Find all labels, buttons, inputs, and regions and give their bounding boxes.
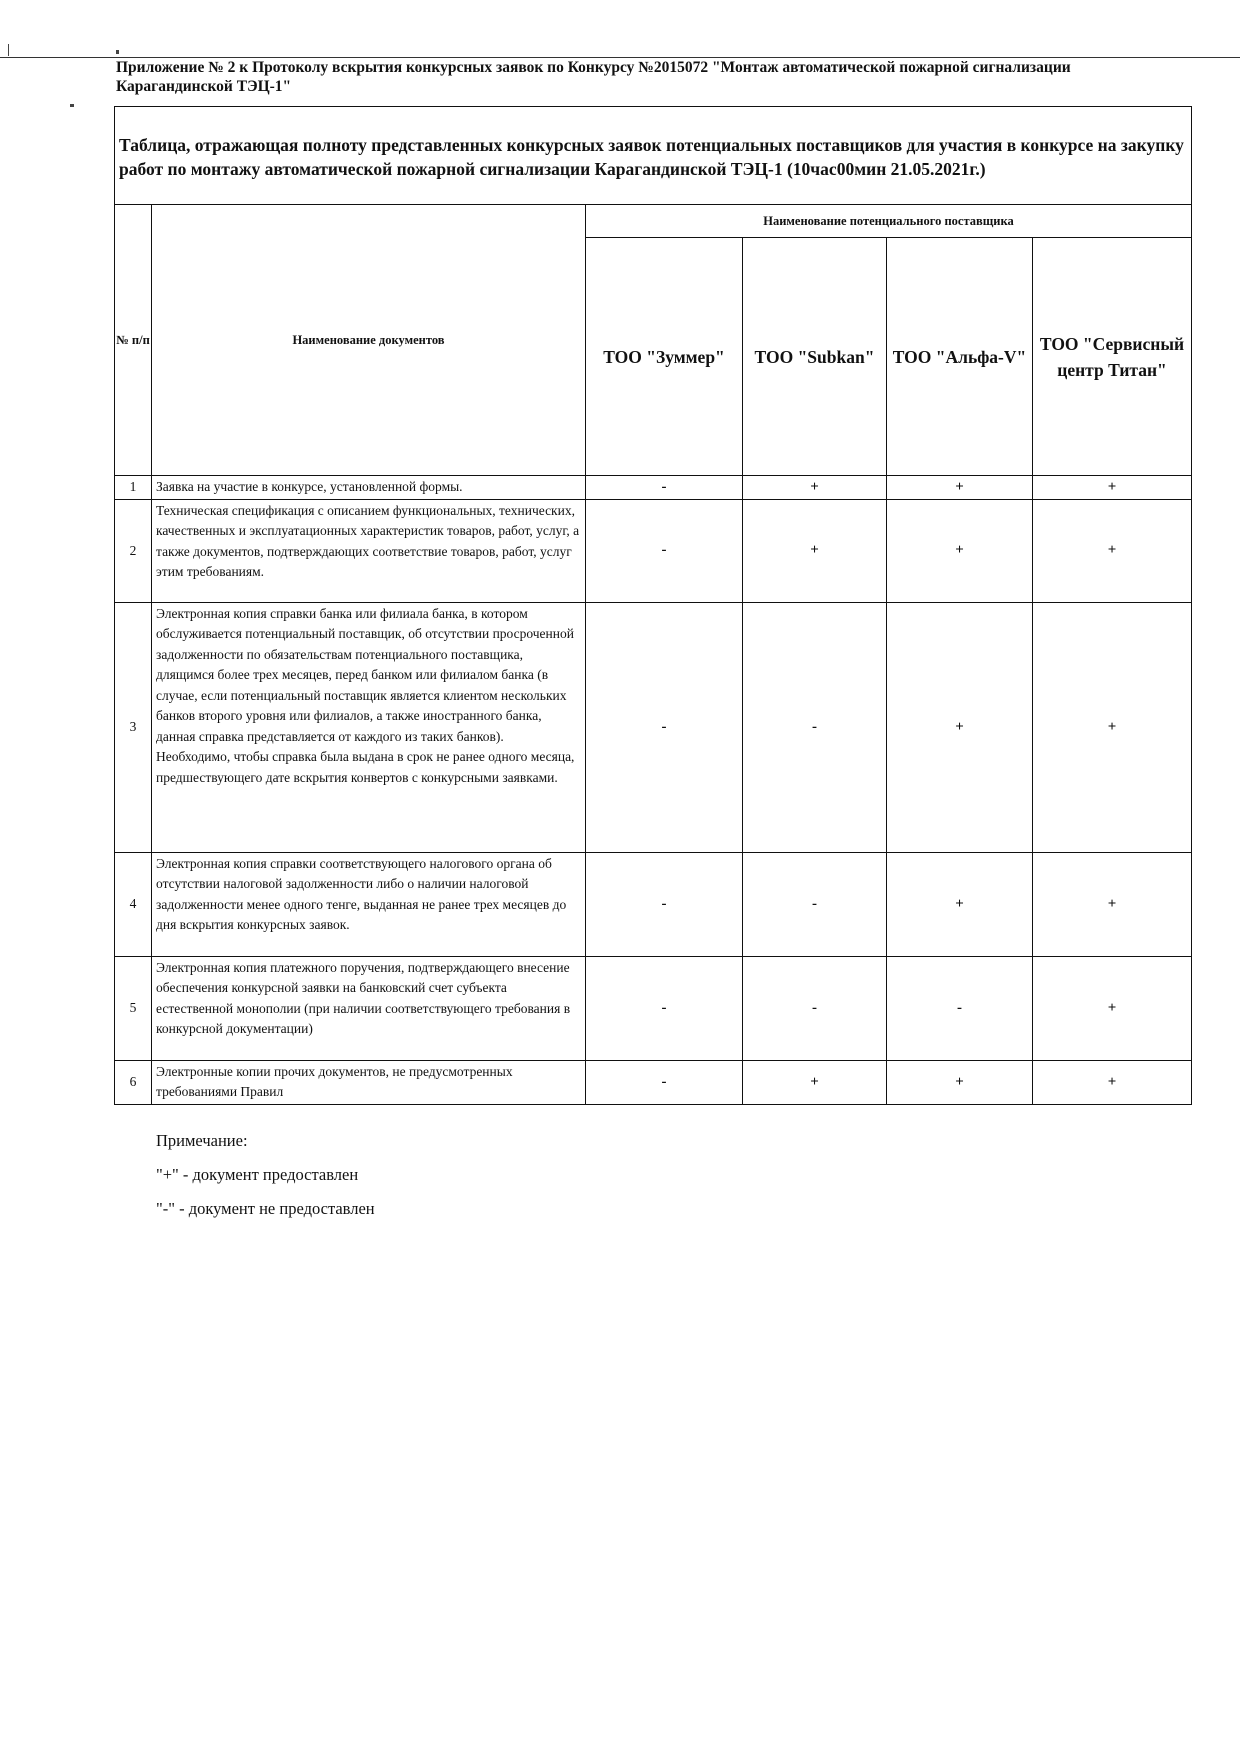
row-mark: + (887, 602, 1033, 852)
notes-heading: Примечание: (156, 1131, 248, 1150)
row-mark: + (1033, 499, 1192, 602)
header-note: Приложение № 2 к Протоколу вскрытия конкурсных заявок по Конкурсу №2015072 "Монтаж автоматической пожарной сигнализации Карагандинской ТЭЦ-1" (116, 59, 1071, 95)
row-mark: + (1033, 956, 1192, 1060)
scan-artifact (116, 50, 119, 54)
supplier-header: ТОО "Зуммер" (586, 238, 743, 476)
table-row (115, 1060, 1192, 1104)
row-number: 2 (115, 499, 152, 602)
row-mark: - (743, 602, 887, 852)
row-document: Электронная копия справки соответствующего налогового органа об отсутствии налоговой задолженности либо о наличии налоговой задолженности менее одного тенге, выданная не ранее трех месяцев до дня вскрытия конкурсных заявок. (152, 852, 586, 956)
row-number: 3 (115, 602, 152, 852)
table-row (115, 499, 1192, 602)
notes-block (156, 1124, 375, 1226)
table-title: Таблица, отражающая полноту представленных конкурсных заявок потенциальных поставщиков для участия в конкурсе на закупку работ по монтажу автоматической пожарной сигнализации Карагандинской ТЭЦ-1 (10час00мин 21.05.2021г.) (115, 107, 1192, 205)
table-row (115, 956, 1192, 1060)
table-row (115, 852, 1192, 956)
row-mark: + (743, 499, 887, 602)
row-mark: - (586, 476, 743, 500)
row-document: Заявка на участие в конкурсе, установленной формы. (152, 476, 586, 500)
row-mark: + (743, 476, 887, 500)
table-row (115, 602, 1192, 852)
row-mark: - (743, 852, 887, 956)
row-mark: + (887, 1060, 1033, 1104)
row-document: Электронная копия справки банка или филиала банка, в котором обслуживается потенциальный поставщик, об отсутствии просроченной задолженности по обязательствам потенциального поставщика, длящимся более трех месяцев, перед банком или филиалом банка (в случае, если потенциальный поставщик является клиентом нескольких банков второго уровня или филиалов, а также иностранного банка, данная справка представляется от каждого из таких банков). Необходимо, чтобы справка была выдана в срок не ранее одного месяца, предшествующего дате вскрытия конвертов с конкурсными заявками. (152, 602, 586, 852)
submissions-table (114, 106, 1192, 1105)
supplier-group-header: Наименование потенциального поставщика (586, 205, 1192, 238)
row-mark: - (586, 956, 743, 1060)
row-mark: + (1033, 476, 1192, 500)
row-mark: - (743, 956, 887, 1060)
table-row (115, 476, 1192, 500)
row-number: 5 (115, 956, 152, 1060)
row-mark: + (887, 499, 1033, 602)
supplier-header: ТОО "Сервисный центр Титан" (1033, 238, 1192, 476)
row-mark: - (586, 852, 743, 956)
row-mark: - (887, 956, 1033, 1060)
row-mark: - (586, 499, 743, 602)
documents-column-header: Наименование документов (152, 205, 586, 476)
row-mark: + (1033, 852, 1192, 956)
row-document: Электронные копии прочих документов, не предусмотренных требованиями Правил (152, 1060, 586, 1104)
number-column-header: № п/п (115, 205, 152, 476)
note-plus: "+" - документ предоставлен (156, 1165, 359, 1184)
row-number: 1 (115, 476, 152, 500)
scan-artifact (8, 44, 9, 56)
row-mark: + (887, 852, 1033, 956)
supplier-header: ТОО "Subkan" (743, 238, 887, 476)
row-mark: + (1033, 602, 1192, 852)
row-document: Электронная копия платежного поручения, подтверждающего внесение обеспечения конкурсной заявки на банковский счет субъекта естественной монополии (при наличии соответствующего требования в конкурсной документации) (152, 956, 586, 1060)
note-minus: "-" - документ не предоставлен (156, 1199, 375, 1218)
scan-artifact (70, 104, 74, 107)
row-mark: - (586, 602, 743, 852)
row-mark: + (1033, 1060, 1192, 1104)
row-mark: + (887, 476, 1033, 500)
row-number: 6 (115, 1060, 152, 1104)
row-mark: + (743, 1060, 887, 1104)
row-document: Техническая спецификация с описанием функциональных, технических, качественных и эксплуатационных характеристик товаров, работ, услуг, а также документов, подтверждающих соответствие товаров, работ, услуг этим требованиям. (152, 499, 586, 602)
row-number: 4 (115, 852, 152, 956)
row-mark: - (586, 1060, 743, 1104)
supplier-header: ТОО "Альфа-V" (887, 238, 1033, 476)
